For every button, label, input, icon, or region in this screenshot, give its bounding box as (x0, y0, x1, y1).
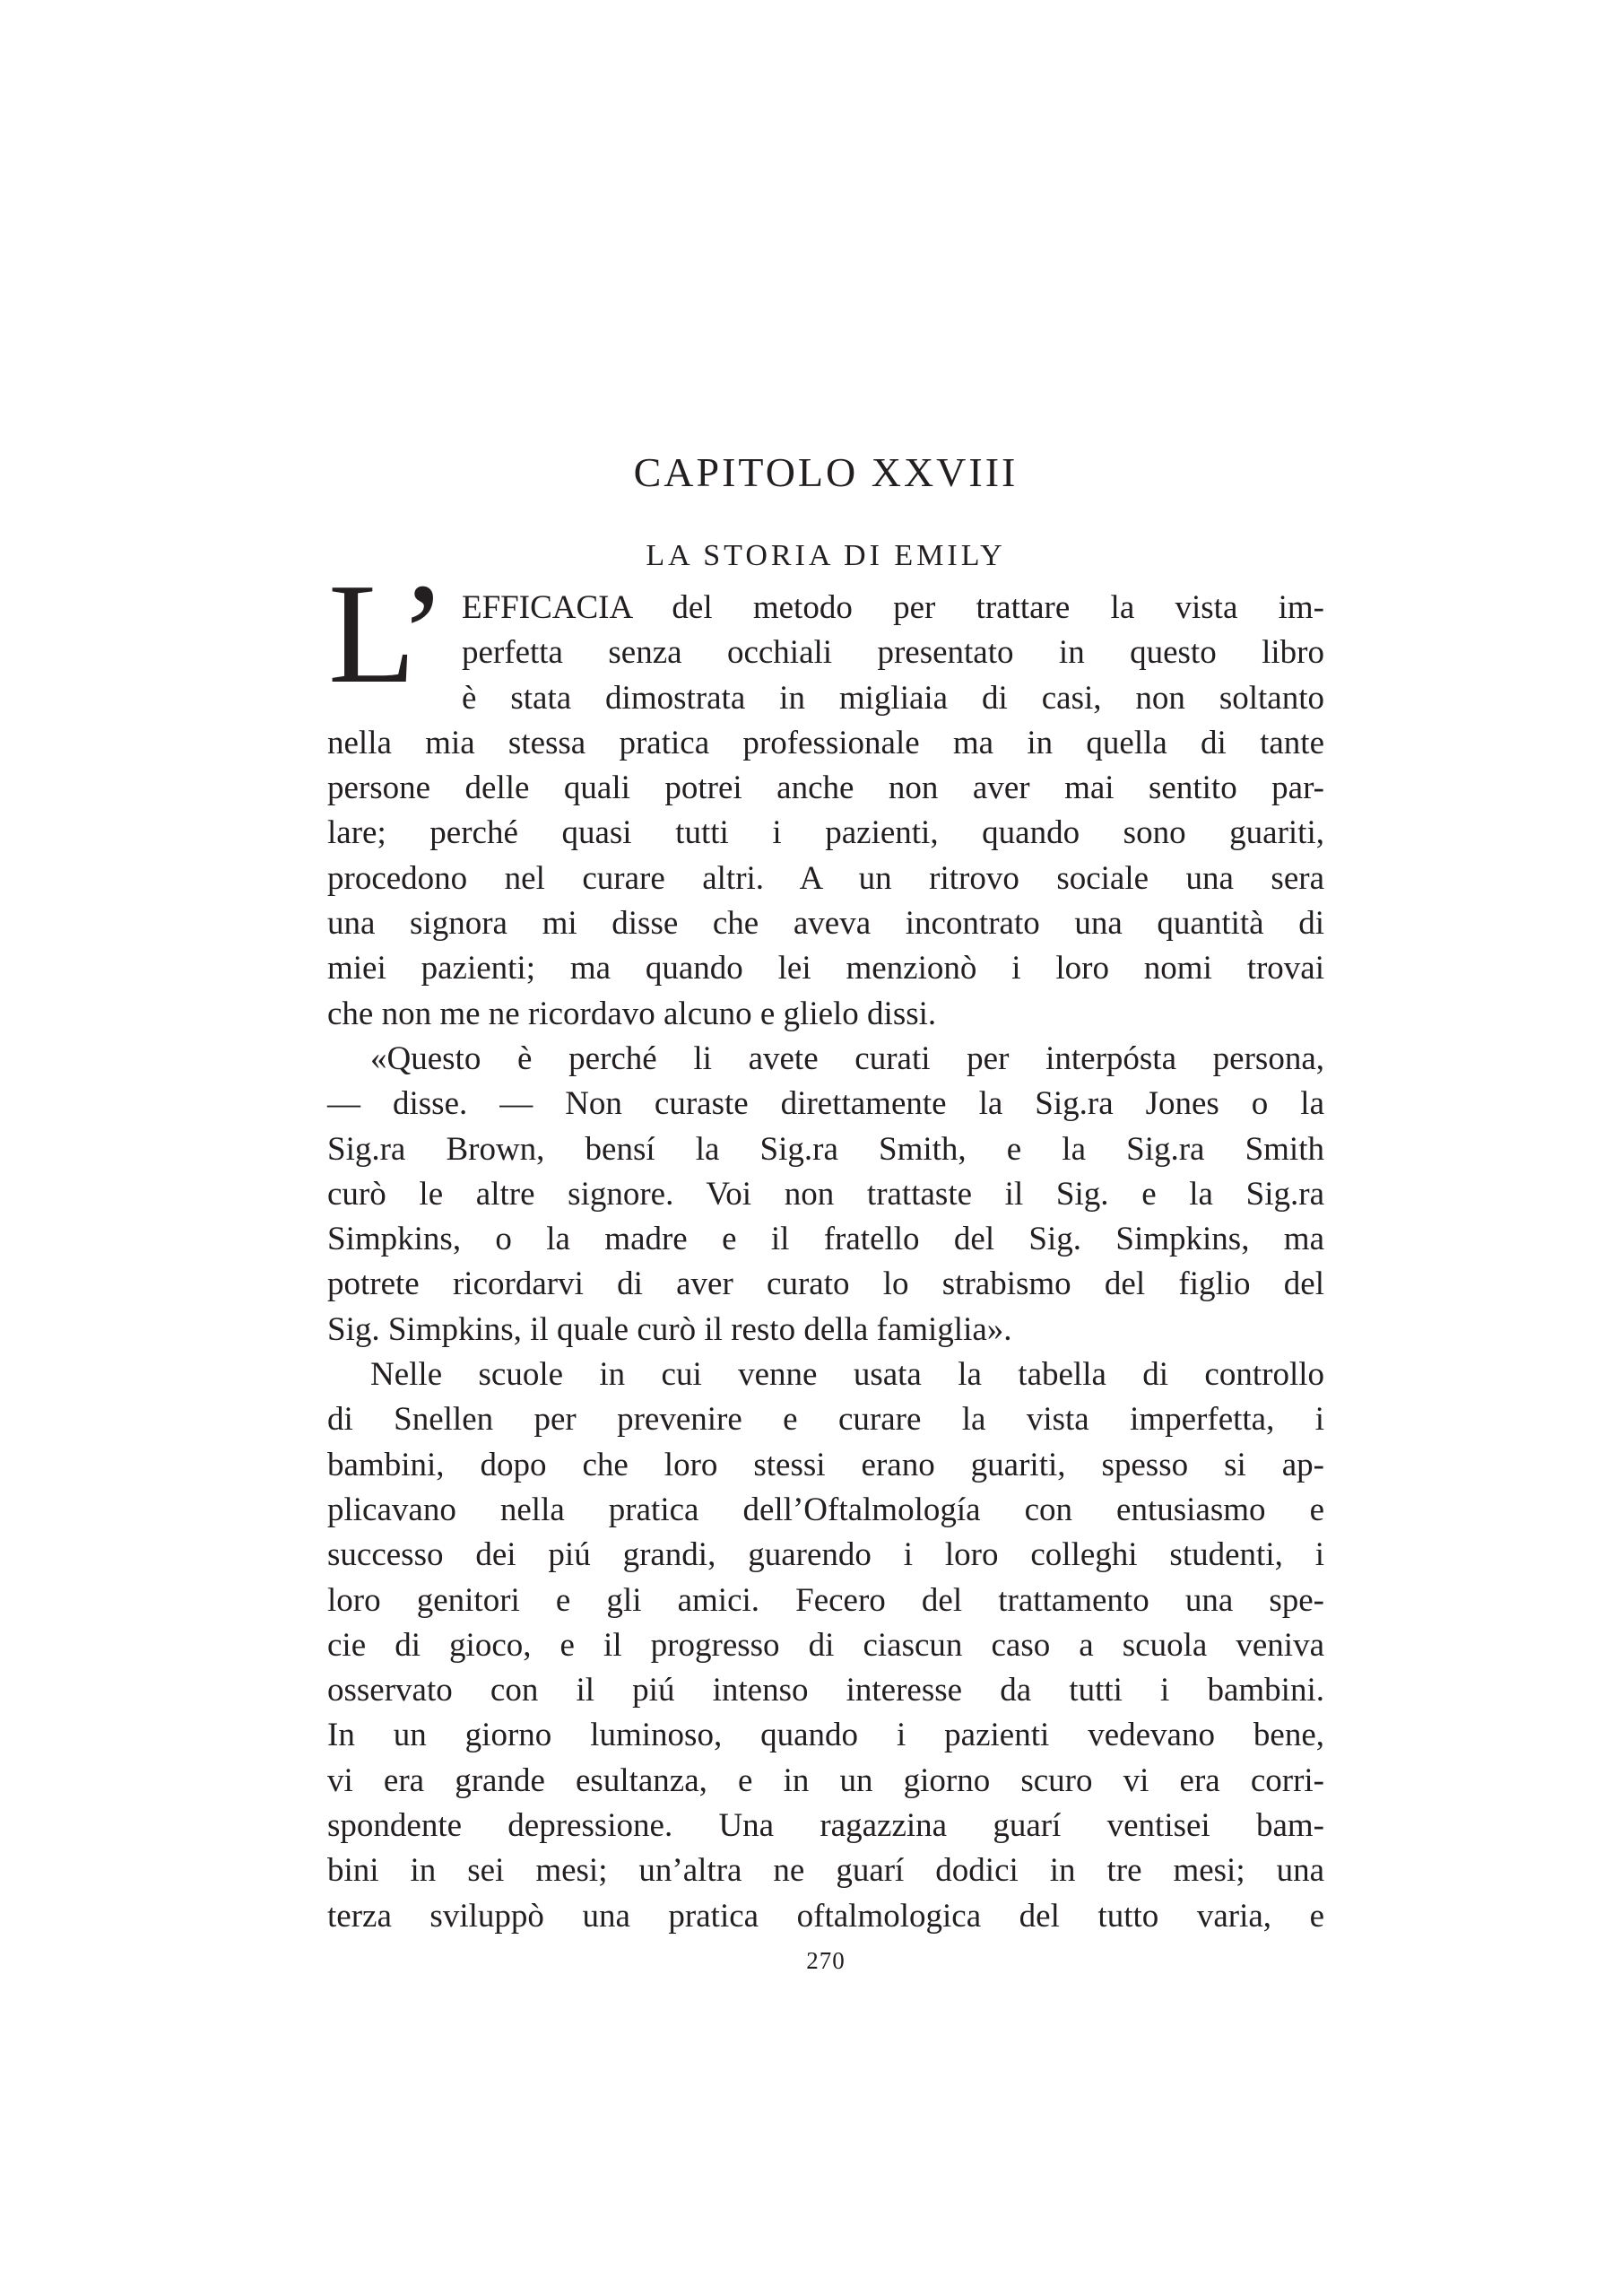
text-line: «Questo è perché li avete curati per interpósta persona, (370, 1039, 1324, 1077)
text-line: Simpkins, o la madre e il fratello del Sig. Simpkins, ma (327, 1221, 1324, 1258)
text-line: osservato con il piú intenso interesse da tutti i bambini. (327, 1672, 1324, 1709)
text-line: EFFICACIA del metodo per trattare la vista im- (462, 589, 1324, 626)
body-text (327, 586, 1324, 1939)
chapter-title-heading: LA STORIA DI EMILY (646, 539, 1006, 573)
text-line: nella mia stessa pratica professionale ma in quella di tante (327, 724, 1324, 761)
paragraph-1 (327, 586, 1324, 1037)
text-line: vi era grande esultanza, e in un giorno scuro vi era corri- (327, 1761, 1324, 1799)
text-line: curò le altre signore. Voi non trattaste il Sig. e la Sig.ra (327, 1175, 1324, 1213)
text-line: terza sviluppò una pratica oftalmologica del tutto varia, e (327, 1897, 1324, 1935)
text-line: procedono nel curare altri. A un ritrovo sociale una sera (327, 859, 1324, 897)
text-line: cie di gioco, e il progresso di ciascun caso a scuola veniva (327, 1626, 1324, 1664)
text-line: di Snellen per prevenire e curare la vista imperfetta, i (327, 1401, 1324, 1439)
text-line: Sig.ra Brown, bensí la Sig.ra Smith, e la Sig.ra Smith (327, 1130, 1324, 1168)
text-line: In un giorno luminoso, quando i pazienti vedevano bene, (327, 1717, 1324, 1754)
text-line: persone delle quali potrei anche non aver mai sentito par- (327, 770, 1324, 807)
text-line: è stata dimostrata in migliaia di casi, non soltanto (462, 679, 1324, 717)
text-line: spondente depressione. Una ragazzina guarí ventisei bam- (327, 1807, 1324, 1845)
paragraph-2 (327, 1037, 1324, 1352)
drop-cap-initial: L’ (328, 553, 444, 713)
text-line: bambini, dopo che loro stessi erano guariti, spesso si ap- (327, 1446, 1324, 1483)
text-line: Nelle scuole in cui venne usata la tabella di controllo (370, 1356, 1324, 1394)
text-line: Sig. Simpkins, il quale curò il resto della famiglia». (327, 1310, 1012, 1348)
text-line: miei pazienti; ma quando lei menzionò i loro nomi trovai (327, 950, 1324, 987)
text-line: bini in sei mesi; un’altra ne guarí dodici in tre mesi; una (327, 1852, 1324, 1890)
text-line: potrete ricordarvi di aver curato lo strabismo del figlio del (327, 1265, 1324, 1303)
chapter-number-heading: CAPITOLO XXVIII (633, 448, 1019, 495)
paragraph-3 (327, 1352, 1324, 1939)
text-line: che non me ne ricordavo alcuno e glielo dissi. (327, 995, 937, 1032)
text-line: plicavano nella pratica dell’Oftalmología con entusiasmo e (327, 1491, 1324, 1528)
text-line: loro genitori e gli amici. Fecero del trattamento una spe- (327, 1581, 1324, 1619)
text-line: lare; perché quasi tutti i pazienti, quando sono guariti, (327, 814, 1324, 852)
page-number: 270 (806, 1947, 846, 1974)
text-line: perfetta senza occhiali presentato in questo libro (462, 634, 1324, 672)
text-line: successo dei piú grandi, guarendo i loro colleghi studenti, i (327, 1536, 1324, 1574)
text-line: — disse. — Non curaste direttamente la Sig.ra Jones o la (327, 1085, 1324, 1123)
text-line: una signora mi disse che aveva incontrato una quantità di (327, 905, 1324, 943)
